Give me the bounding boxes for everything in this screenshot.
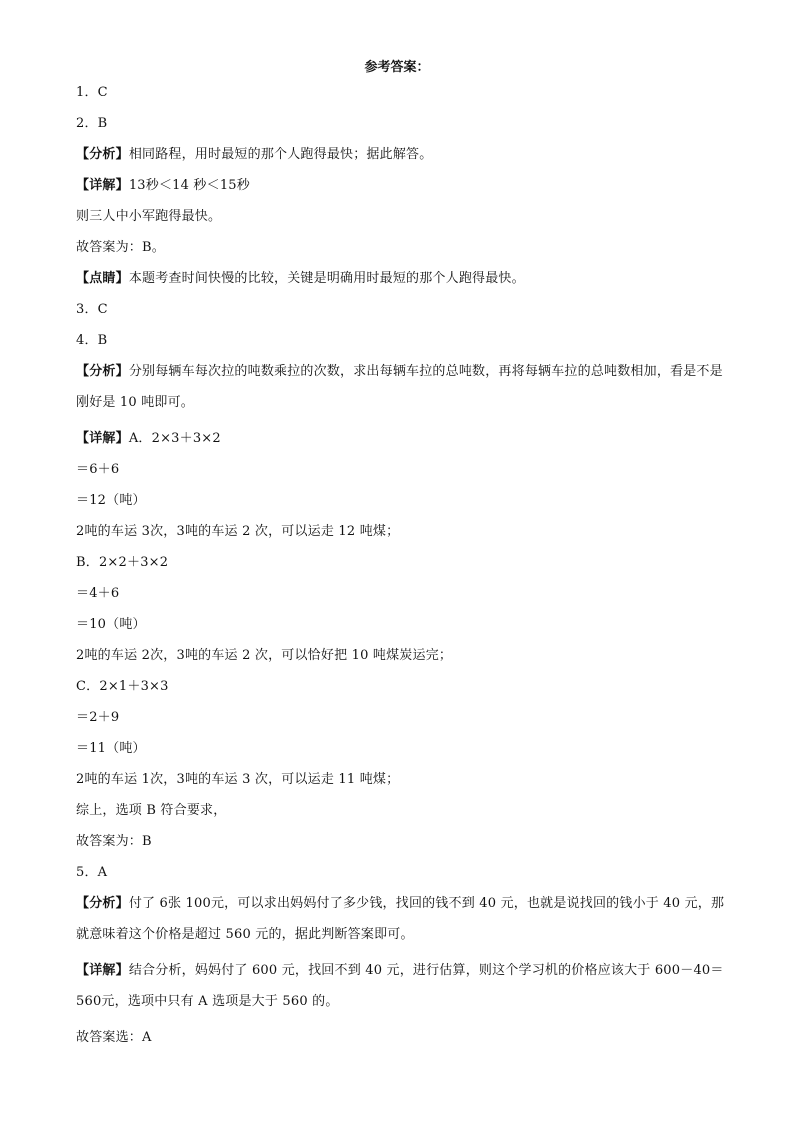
- answer-line: [76, 428, 726, 449]
- section-tag: 【分析】: [76, 896, 129, 911]
- line-text: ＝6＋6: [76, 462, 120, 477]
- line-text: 1．C: [76, 85, 108, 100]
- line-text: 付了 6张 100元，可以求出妈妈付了多少钱，找回的钱不到 40 元，也就是说找回的钱小于 40 元，那就意味着这个价格是超过 560 元的，据此判断答案即可。: [76, 896, 725, 942]
- answer-line: [76, 614, 726, 635]
- answer-line: [76, 707, 726, 728]
- line-text: ＝10（吨）: [76, 617, 146, 632]
- answer-line: [76, 299, 726, 320]
- answer-line: [76, 82, 726, 103]
- line-text: 2吨的车运 3次，3吨的车运 2 次，可以运走 12 吨煤；: [76, 524, 400, 539]
- line-text: 3．C: [76, 302, 108, 317]
- answer-line: [76, 237, 726, 258]
- page-title: 参考答案：: [364, 60, 430, 75]
- answer-line: [76, 206, 726, 227]
- section-tag: 【点睛】: [76, 271, 129, 286]
- line-text: ＝4＋6: [76, 586, 120, 601]
- line-text: 13秒＜14 秒＜15秒: [128, 178, 250, 193]
- line-text: 结合分析，妈妈付了 600 元，找回不到 40 元，进行估算，则这个学习机的价格应该大于 600－40＝560元，选项中只有 A 选项是大于 560 的。: [76, 963, 724, 1009]
- section-tag: 【详解】: [76, 963, 129, 978]
- line-text: 分别每辆车每次拉的吨数乘拉的次数，求出每辆车拉的总吨数，再将每辆车拉的总吨数相加，看是不是刚好是 10 吨即可。: [76, 364, 723, 410]
- line-text: 故答案选：A: [76, 1030, 152, 1045]
- line-text: ＝12（吨）: [76, 493, 146, 508]
- section-tag: 【详解】: [76, 431, 129, 446]
- answer-line: [76, 645, 726, 666]
- line-text: 相同路程，用时最短的那个人跑得最快；据此解答。: [128, 147, 433, 162]
- line-text: 2吨的车运 1次，3吨的车运 3 次，可以运走 11 吨煤；: [76, 772, 400, 787]
- line-text: 2吨的车运 2次，3吨的车运 2 次，可以恰好把 10 吨煤炭运完；: [76, 648, 453, 663]
- answer-line: [76, 268, 726, 289]
- answer-line: [76, 552, 726, 573]
- section-tag: 【分析】: [76, 147, 129, 162]
- answer-line: [76, 521, 726, 542]
- answer-line: [76, 330, 726, 351]
- answer-line: [76, 356, 726, 418]
- section-tag: 【详解】: [76, 178, 129, 193]
- answer-line: [76, 1027, 726, 1048]
- line-text: 2．B: [76, 116, 108, 131]
- line-text: 故答案为：B。: [76, 240, 165, 255]
- answer-line: [76, 888, 726, 950]
- line-text: ＝11（吨）: [76, 741, 146, 756]
- answer-line: [76, 113, 726, 134]
- line-text: 4．B: [76, 333, 108, 348]
- answer-line: [76, 955, 726, 1017]
- answer-line: [76, 862, 726, 883]
- section-tag: 【分析】: [76, 364, 129, 379]
- answer-line: [76, 490, 726, 511]
- answer-line: [76, 583, 726, 604]
- line-text: C．2×1＋3×3: [76, 679, 169, 694]
- answer-line: [76, 769, 726, 790]
- line-text: 5．A: [76, 865, 108, 880]
- answer-line: [76, 738, 726, 759]
- answer-line: [76, 175, 726, 196]
- line-text: 综上，选项 B 符合要求，: [76, 803, 227, 818]
- answer-body: [76, 82, 726, 1058]
- line-text: A．2×3＋3×2: [128, 431, 221, 446]
- answer-line: [76, 831, 726, 852]
- line-text: 本题考查时间快慢的比较，关键是明确用时最短的那个人跑得最快。: [128, 271, 525, 286]
- answer-line: [76, 144, 726, 165]
- answer-line: [76, 459, 726, 480]
- line-text: ＝2＋9: [76, 710, 120, 725]
- line-text: B．2×2＋3×2: [76, 555, 169, 570]
- answer-line: [76, 676, 726, 697]
- line-text: 故答案为：B: [76, 834, 152, 849]
- line-text: 则三人中小军跑得最快。: [76, 209, 222, 224]
- answer-line: [76, 800, 726, 821]
